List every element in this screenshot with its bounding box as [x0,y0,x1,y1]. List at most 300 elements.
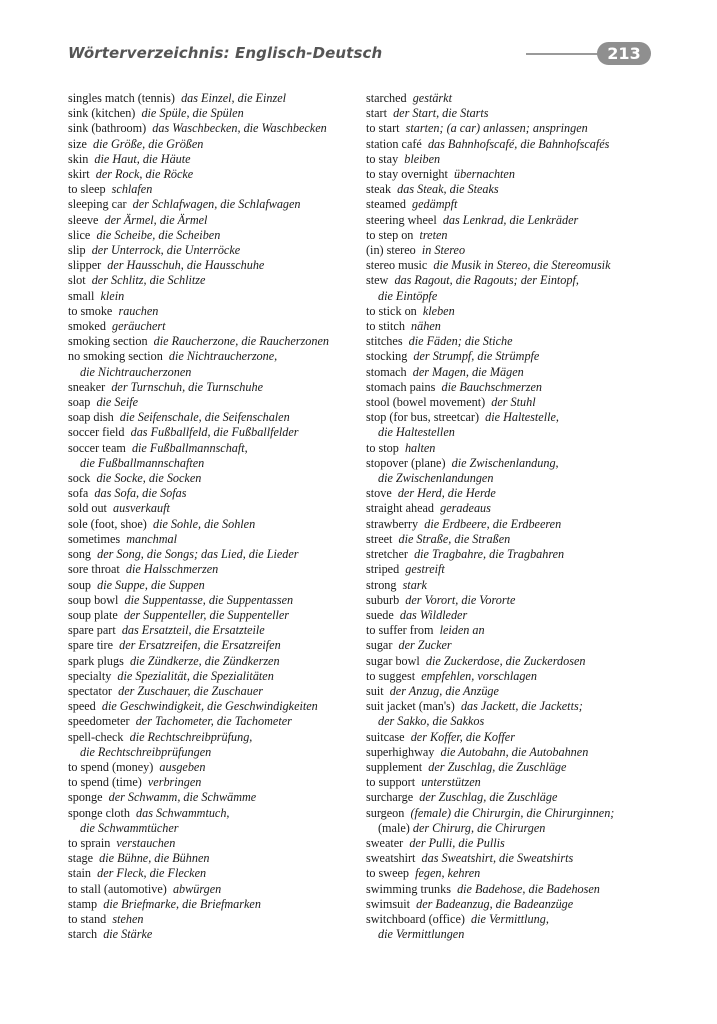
german-translation: stehen [112,911,144,926]
dictionary-entry [366,760,666,775]
dictionary-entry [68,806,360,836]
german-translation: das Jackett, die Jacketts; [460,699,583,714]
english-term: sore throat [68,562,120,577]
german-translation: das Sweatshirt, die Sweatshirts [421,851,574,866]
dictionary-entry [68,121,360,136]
translation-continuation [68,365,360,380]
header-rule [526,53,606,55]
dictionary-entry [68,699,360,714]
german-translation: (female) die Chirurgin, die Chirurginnen; [410,805,615,820]
dictionary-entry [366,319,666,334]
english-term: sold out [68,501,107,516]
german-translation: die Suppe, die Suppen [97,577,205,592]
german-translation: kleben [422,303,455,318]
english-term: singles match (tennis) [68,91,175,105]
dictionary-entry [68,532,360,547]
english-term: starched [366,91,407,105]
german-translation: die Tragbahre, die Tragbahren [414,547,565,562]
german-translation: gestreift [405,562,445,577]
german-translation: der Tachometer, die Tachometer [135,714,292,729]
german-translation: der Start, die Starts [393,106,489,121]
german-translation: der Koffer, die Koffer [410,729,515,744]
dictionary-entry [68,912,360,927]
english-term: suede [366,607,394,622]
german-translation: die Erdbeere, die Erdbeeren [424,516,562,531]
german-translation: die Haut, die Häute [94,151,191,166]
german-translation: in Stereo [421,243,466,258]
english-term: stamp [68,896,98,911]
dictionary-entry [68,714,360,729]
german-translation: die Raucherzone, die Raucherzonen [153,334,329,349]
german-translation: die Größe, die Größen [93,136,204,151]
dictionary-entry [366,836,666,851]
dictionary-entry [68,623,360,638]
german-translation: der Hausschuh, die Hausschuhe [107,258,265,273]
english-term: to stitch [366,319,405,334]
german-translation: das Wildleder [399,607,468,622]
german-translation: der Ärmel, die Ärmel [104,212,208,227]
german-translation: der Pulli, die Pullis [409,835,505,850]
english-term: sponge [68,790,103,805]
german-translation: die Spezialität, die Spezialitäten [117,668,274,683]
dictionary-entry [68,152,360,167]
english-term: straight ahead [366,501,435,516]
english-term: sweater [366,835,404,850]
dictionary-entry [366,851,666,866]
german-translation: klein [100,288,125,303]
dictionary-entry [68,517,360,532]
english-term: (in) stereo [366,243,416,258]
english-term: suit [366,683,384,698]
english-term: stain [68,866,92,881]
english-term: to support [366,775,416,790]
dictionary-entry [366,334,666,349]
english-term: to spend (time) [68,775,142,790]
dictionary-entry [68,851,360,866]
german-translation: die Fäden; die Stiche [408,334,513,349]
english-term: to smoke [68,303,113,318]
dictionary-entry [68,380,360,395]
english-term: slipper [68,258,102,273]
german-translation: das Ersatzteil, die Ersatzteile [121,623,265,638]
english-term: sleeve [68,212,99,227]
dictionary-entry [68,501,360,516]
english-term: sole (foot, shoe) [68,516,147,531]
dictionary-entry [68,927,360,942]
dictionary-entry [68,882,360,897]
english-term: stocking [366,349,408,364]
dictionary-entry [68,897,360,912]
dictionary-entry [68,730,360,760]
english-term: sofa [68,486,89,501]
dictionary-entry [366,562,666,577]
dictionary-entry [68,638,360,653]
german-translation: schlafen [111,182,153,197]
german-translation: die Socke, die Socken [96,471,202,486]
english-term: skin [68,151,89,166]
dictionary-entry [366,243,666,258]
german-translation: geräuchert [112,319,166,334]
english-term: stopover (plane) [366,455,446,470]
english-term: steering wheel [366,212,437,227]
german-translation: der Schlafwagen, die Schlafwagen [132,197,301,212]
english-term: swimming trunks [366,881,451,896]
dictionary-entry [68,137,360,152]
english-term: slot [68,273,86,288]
german-translation: die Zündkerze, die Zündkerzen [129,653,280,668]
continuation-german: die Haltestellen [378,425,455,440]
english-term: sponge cloth [68,805,130,820]
english-term: stage [68,851,94,866]
german-translation: empfehlen, vorschlagen [421,668,537,683]
german-translation: der Schlitz, die Schlitze [91,273,206,288]
english-term: stove [366,486,392,501]
english-term: suitcase [366,729,405,744]
dictionary-entry [68,243,360,258]
dictionary-entry [366,866,666,881]
german-translation: verstauchen [116,835,176,850]
german-translation: der Zuschlag, die Zuschläge [419,790,558,805]
dictionary-entry [366,106,666,121]
german-translation: halten [404,440,436,455]
german-translation: die Badehose, die Badehosen [457,881,600,896]
page-title: Wörterverzeichnis: Englisch-Deutsch [68,44,383,62]
continuation-german: die Schwammtücher [80,820,179,835]
page-header [0,0,717,80]
english-term: suburb [366,592,400,607]
english-term: sneaker [68,379,106,394]
dictionary-entry [366,213,666,228]
english-term: to stay overnight [366,167,448,182]
english-term: slip [68,243,86,258]
english-term: spell-check [68,729,124,744]
german-translation: die Geschwindigkeit, die Geschwindigkeiten [101,699,318,714]
english-term: sock [68,471,91,486]
dictionary-entry [68,654,360,669]
english-term: swimsuit [366,896,411,911]
english-term: speedometer [68,714,130,729]
dictionary-entry [68,486,360,501]
english-term: to spend (money) [68,759,154,774]
dictionary-entry [68,790,360,805]
german-translation: gestärkt [412,91,452,105]
english-term: soap [68,395,91,410]
english-term: street [366,531,393,546]
english-term: start [366,106,387,121]
dictionary-entry [68,304,360,319]
dictionary-entry [366,623,666,638]
dictionary-entry [366,167,666,182]
english-term: stew [366,273,389,288]
english-term: spectator [68,683,112,698]
dictionary-entry [366,486,666,501]
german-translation: ausgeben [159,759,206,774]
german-translation: die Straße, die Straßen [398,531,511,546]
english-term: strong [366,577,397,592]
dictionary-entry [68,410,360,425]
page-number-badge: 213 [597,42,651,65]
german-translation: das Sofa, die Sofas [94,486,187,501]
dictionary-entry [366,365,666,380]
english-term: song [68,547,92,562]
german-translation: der Strumpf, die Strümpfe [413,349,540,364]
german-translation: die Bauchschmerzen [441,379,543,394]
german-translation: fegen, kehren [415,866,481,881]
dictionary-entry [68,319,360,334]
german-translation: die Musik in Stereo, die Stereomusik [433,258,611,273]
german-translation: geradeaus [440,501,491,516]
continuation-german: der Chirurg, die Chirurgen [412,820,546,835]
translation-continuation [68,456,360,471]
english-term: to suggest [366,668,416,683]
english-term: to sweep [366,866,409,881]
german-translation: verbringen [147,775,202,790]
english-term: to stand [68,911,107,926]
german-translation: die Sohle, die Sohlen [152,516,256,531]
dictionary-entry [68,258,360,273]
german-translation: der Anzug, die Anzüge [389,683,499,698]
english-term: sleeping car [68,197,127,212]
english-term: suit jacket (man's) [366,699,455,714]
german-translation: der Ersatzreifen, die Ersatzreifen [119,638,281,653]
german-translation: die Spüle, die Spülen [141,106,244,121]
german-translation: manchmal [126,531,178,546]
dictionary-entry [366,699,666,729]
right-column [366,91,666,942]
dictionary-entry [366,517,666,532]
german-translation: die Zuckerdose, die Zuckerdosen [425,653,586,668]
german-translation: der Stuhl [491,395,536,410]
english-term: station café [366,136,422,151]
english-term: switchboard (office) [366,911,465,926]
dictionary-entry [68,441,360,471]
german-translation: die Seifenschale, die Seifenschalen [119,410,290,425]
english-term: to stall (automotive) [68,881,167,896]
dictionary-entry [366,152,666,167]
german-translation: der Zucker [398,638,452,653]
english-term: no smoking section [68,349,163,364]
english-term: sugar bowl [366,653,420,668]
translation-continuation [366,425,666,440]
dictionary-entry [366,654,666,669]
dictionary-entry [366,121,666,136]
english-term: stereo music [366,258,428,273]
english-term: soccer team [68,440,126,455]
german-translation: die Haltestelle, [485,410,559,425]
german-translation: die Zwischenlandung, [451,455,559,470]
english-term: to stop [366,440,399,455]
left-column [68,91,360,942]
continuation-german: die Rechtschreibprüfungen [80,744,212,759]
dictionary-entry [366,258,666,273]
german-translation: das Fußballfeld, die Fußballfelder [130,425,299,440]
translation-continuation [68,745,360,760]
dictionary-entry [68,273,360,288]
translation-continuation [366,714,666,729]
dictionary-entry [68,866,360,881]
english-term: to sleep [68,182,106,197]
dictionary-entry [68,182,360,197]
dictionary-entry [366,638,666,653]
dictionary-entry [366,91,666,106]
dictionary-entry [68,289,360,304]
english-term: sweatshirt [366,851,416,866]
translation-continuation [366,821,666,836]
english-term: steamed [366,197,406,212]
english-term: to sprain [68,835,111,850]
german-translation: die Autobahn, die Autobahnen [440,744,589,759]
dictionary-entry [68,760,360,775]
dictionary-entry [366,228,666,243]
german-translation: das Steak, die Steaks [397,182,499,197]
german-translation: das Lenkrad, die Lenkräder [442,212,579,227]
german-translation: das Ragout, die Ragouts; der Eintopf, [394,273,579,288]
dictionary-entry [366,441,666,456]
german-translation: treten [419,227,448,242]
dictionary-entry [68,228,360,243]
dictionary-entry [366,182,666,197]
german-translation: ausverkauft [113,501,170,516]
german-translation: der Song, die Songs; das Lied, die Lieder [97,547,299,562]
dictionary-entry [366,684,666,699]
english-term: surgeon [366,805,405,820]
dictionary-entry [68,91,360,106]
german-translation: der Rock, die Röcke [95,167,194,182]
german-translation: gedämpft [412,197,458,212]
english-term: to suffer from [366,623,434,638]
continuation-german: die Zwischenlandungen [378,471,494,486]
english-term: soap dish [68,410,114,425]
english-term: soup [68,577,92,592]
dictionary-entry [68,836,360,851]
dictionary-entry [366,578,666,593]
dictionary-entry [366,669,666,684]
dictionary-entry [366,395,666,410]
dictionary-entry [366,745,666,760]
english-term: sink (bathroom) [68,121,147,136]
translation-continuation [68,821,360,836]
english-term: spare part [68,623,116,638]
german-translation: das Waschbecken, die Waschbecken [152,121,327,136]
english-term: soup bowl [68,592,119,607]
dictionary-entry [68,395,360,410]
german-translation: stark [402,577,427,592]
german-translation: die Fußballmannschaft, [131,440,248,455]
english-term: to start [366,121,400,136]
german-translation: der Badeanzug, die Badeanzüge [416,896,574,911]
german-translation: die Seife [96,395,139,410]
dictionary-entry [366,532,666,547]
translation-continuation [366,471,666,486]
german-translation: der Zuschlag, die Zuschläge [428,759,567,774]
english-term: supplement [366,759,423,774]
dictionary-entry [366,456,666,486]
dictionary-entry [366,593,666,608]
continuation-german: die Vermittlungen [378,927,465,942]
dictionary-entry [68,775,360,790]
dictionary-entry [68,334,360,349]
dictionary-entry [366,380,666,395]
german-translation: der Vorort, die Vororte [405,592,516,607]
dictionary-entry [366,608,666,623]
dictionary-entry [366,775,666,790]
english-term: starch [68,927,98,942]
dictionary-entry [68,167,360,182]
translation-continuation [366,927,666,942]
english-term: stop (for bus, streetcar) [366,410,480,425]
english-term: small [68,288,95,303]
dictionary-entry [68,213,360,228]
dictionary-entry [68,578,360,593]
english-term: smoked [68,319,106,334]
english-term: speed [68,699,96,714]
german-translation: der Magen, die Mägen [412,364,524,379]
german-translation: übernachten [454,167,515,182]
english-term: stool (bowel movement) [366,395,486,410]
english-term: strawberry [366,516,419,531]
english-term: stomach pains [366,379,436,394]
english-term: stomach [366,364,407,379]
german-translation: unterstützen [421,775,481,790]
dictionary-entry [366,137,666,152]
dictionary-entry [366,730,666,745]
german-translation: der Zuschauer, die Zuschauer [118,683,263,698]
dictionary-entry [366,882,666,897]
dictionary-entry [68,349,360,379]
english-term: slice [68,227,91,242]
dictionary-entry [366,410,666,440]
german-translation: nähen [411,319,441,334]
german-translation: bleiben [404,151,441,166]
english-term: soup plate [68,607,118,622]
german-translation: die Halsschmerzen [125,562,219,577]
german-translation: das Schwammtuch, [136,805,230,820]
german-translation: der Unterrock, die Unterröcke [91,243,241,258]
dictionary-entry [68,608,360,623]
english-term: surcharge [366,790,414,805]
dictionary-entry [366,912,666,942]
english-term: soccer field [68,425,125,440]
continuation-german: die Nichtraucherzonen [80,364,192,379]
continuation-german: die Eintöpfe [378,288,438,303]
english-term: sometimes [68,531,121,546]
english-term: to step on [366,227,414,242]
english-term: sink (kitchen) [68,106,136,121]
english-term: size [68,136,87,151]
english-term: to stay [366,151,399,166]
english-term: striped [366,562,400,577]
german-translation: das Einzel, die Einzel [181,91,286,105]
english-term: spare tire [68,638,114,653]
dictionary-entry [68,593,360,608]
dictionary-entry [366,790,666,805]
dictionary-entry [366,501,666,516]
dictionary-entry [366,349,666,364]
german-translation: die Scheibe, die Scheiben [96,227,221,242]
dictionary-entry [68,197,360,212]
german-translation: der Suppenteller, die Suppenteller [123,607,290,622]
dictionary-entry [366,273,666,303]
dictionary-entry [366,806,666,836]
german-translation: der Fleck, die Flecken [97,866,207,881]
dictionary-entry [366,197,666,212]
german-translation: die Suppentasse, die Suppentassen [124,592,294,607]
german-translation: leiden an [439,623,485,638]
english-term: specialty [68,668,112,683]
english-term: smoking section [68,334,148,349]
german-translation: die Vermittlung, [471,911,549,926]
dictionary-entry [68,547,360,562]
